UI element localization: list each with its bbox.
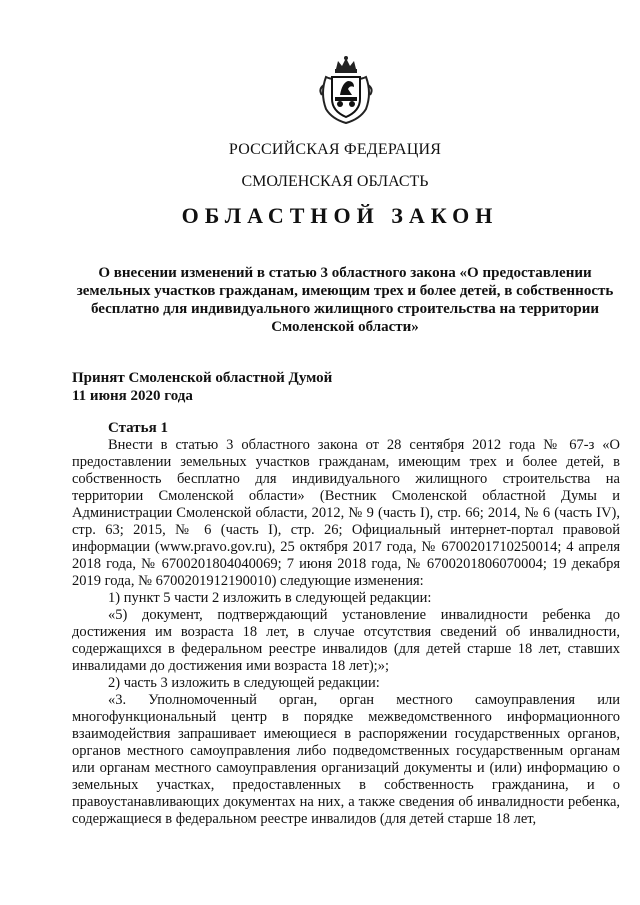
item-1-text: «5) документ, подтверждающий установление инвалидности ребенка до достижения им возраста 18 лет, в случае отсутствия сведений об инвалидности, содержащихся в федеральном реестре инвалидов (для детей старше 18 лет, ставших инвалидами до достижения ими возраста 18 лет);»;	[72, 607, 620, 674]
article-body	[72, 437, 620, 828]
adopted-by: Принят Смоленской областной Думой	[72, 370, 333, 386]
article-intro: Внести в статью 3 областного закона от 28 сентября 2012 года № 67-з «О предоставлении земельных участков гражданам, имеющим трех и более детей, в собственность бесплатно для индивидуального жилищного строительства на территории Смоленской области» (Вестник Смоленской областной Думы и Администрации Смоленской области, 2012, № 9 (часть I), стр. 66; 2014, № 6 (часть IV), стр. 63; 2015, № 6 (часть I), стр. 26; Официальный интернет-портал правовой информации (www.pravo.gov.ru), 25 октября 2017 года, № 6700201710250014; 4 апреля 2018 года, № 6700201804040069; 7 июня 2018 года, № 6700201806070004; 19 декабря 2019 года, № 6700201912190010) следующие изменения:	[72, 437, 620, 589]
federation-heading: РОССИЙСКАЯ ФЕДЕРАЦИЯ	[228, 141, 442, 158]
item-2: 2) часть 3 изложить в следующей редакции:	[108, 675, 380, 691]
item-1: 1) пункт 5 части 2 изложить в следующей редакции:	[108, 590, 432, 606]
law-title: О внесении изменений в статью 3 областного закона «О предоставлении земельных участков гражданам, имеющим трех и более детей, в собственность бесплатно для индивидуального жилищного строительства на территории Смоленской области»	[76, 265, 614, 335]
adoption-date: 11 июня 2020 года	[72, 388, 193, 404]
adoption-info	[72, 369, 332, 405]
article-heading: Статья 1	[108, 420, 168, 436]
region-heading: СМОЛЕНСКАЯ ОБЛАСТЬ	[241, 173, 429, 190]
item-2-text: «3. Уполномоченный орган, орган местного самоуправления или многофункциональный центр в порядке межведомственного информационного взаимодействия запрашивает имеющиеся в распоряжении государственных органов, органов местного самоуправления либо подведомственных государственным органам или органам местного самоуправления организаций документы и (или) информацию о земельных участках, предоставленных в собственность гражданина, и о правоустанавливающих документах на них, а также сведения об инвалидности ребенка, содержащиеся в федеральном реестре инвалидов (для детей старше 18 лет,	[72, 692, 620, 827]
document-type-heading: ОБЛАСТНОЙ ЗАКОН	[181, 203, 499, 228]
smolensk-coat-of-arms-icon	[318, 55, 374, 125]
